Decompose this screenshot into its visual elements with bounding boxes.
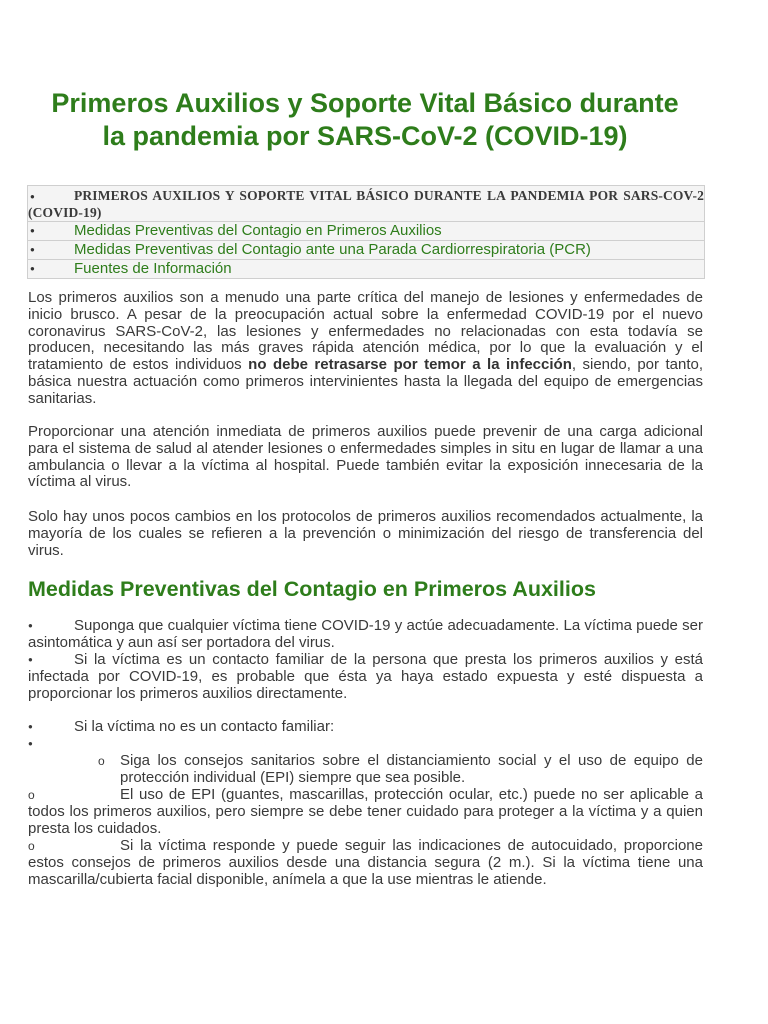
- bullet-icon: ●: [30, 245, 35, 254]
- table-of-contents: [27, 185, 705, 279]
- page-title: Primeros Auxilios y Soporte Vital Básico durante la pandemia por SARS-CoV-2 (COVID-19): [51, 88, 679, 151]
- circle-bullet-icon: o: [28, 839, 35, 853]
- empty-list-item: [28, 736, 703, 753]
- bullet-icon: ●: [30, 226, 35, 235]
- list-item-text: Si la víctima no es un contacto familiar:: [74, 718, 335, 735]
- bullet-icon: ●: [28, 722, 33, 731]
- bullet-icon: ●: [28, 621, 33, 630]
- list-item-text: Suponga que cualquier víctima tiene COVID-19 y actúe adecuadamente. La víctima puede ser asintomática y aun así ser portadora del virus.: [28, 617, 703, 651]
- bullet-icon: ●: [30, 264, 35, 273]
- toc-heading: PRIMEROS AUXILIOS Y SOPORTE VITAL BÁSICO DURANTE LA PANDEMIA POR SARS-COV-2 (COVID-19): [28, 188, 704, 220]
- sub-list-item-text: Si la víctima responde y puede seguir las indicaciones de autocuidado, proporcione estos consejos de primeros auxilios desde una distancia segura (2 m.). Si la víctima tiene una mascarilla/cubierta facial disponible, anímela a que la use mientras le atiende.: [28, 837, 703, 888]
- section-heading: Medidas Preventivas del Contagio en Primeros Auxilios: [28, 577, 596, 601]
- bullet-icon: ●: [28, 739, 33, 748]
- intro-paragraph-3: Solo hay unos pocos cambios en los protocolos de primeros auxilios recomendados actualmente, la mayoría de los cuales se refieren a la prevención o minimización del riesgo de transferencia del virus.: [28, 508, 703, 559]
- toc-link-fuentes[interactable]: Fuentes de Información: [74, 260, 232, 277]
- list-item: [28, 652, 703, 702]
- toc-link-medidas-pcr[interactable]: Medidas Preventivas del Contagio ante una Parada Cardiorrespiratoria (PCR): [74, 241, 591, 258]
- intro-text: , siendo, por tanto, básica nuestra actuación como primeros intervinientes hasta la llegada del equipo de emergencias sanitarias.: [28, 356, 704, 407]
- intro-bold-text: no debe retrasarse por temor a la infección: [248, 356, 572, 374]
- toc-item[interactable]: [28, 259, 704, 278]
- list-item: [28, 719, 703, 736]
- toc-item[interactable]: [28, 240, 704, 259]
- intro-paragraph-2: Proporcionar una atención inmediata de primeros auxilios puede prevenir de una carga adicional para el sistema de salud al atender lesiones o enfermedades simples in situ en lugar de llamar a una ambulancia o llevar a la víctima al hospital. Puede también evitar la exposición innecesaria de la víctima al virus.: [28, 423, 703, 491]
- toc-item[interactable]: [28, 221, 704, 240]
- sub-list-item: [28, 787, 703, 837]
- sub-list-item-text: El uso de EPI (guantes, mascarillas, protección ocular, etc.) puede no ser aplicable a todos los primeros auxilios, pero siempre se debe tener cuidado para proteger a la víctima y a quien presta los cuidados.: [28, 786, 703, 837]
- sub-list-item-text: Siga los consejos sanitarios sobre el distanciamiento social y el uso de equipo de protección individual (EPI) siempre que sea posible.: [120, 752, 703, 786]
- circle-bullet-icon: o: [28, 788, 35, 802]
- toc-heading-row: [28, 186, 704, 221]
- sub-list-item: [28, 838, 703, 888]
- circle-bullet-icon: o: [98, 754, 105, 768]
- toc-link-medidas-primeros-auxilios[interactable]: Medidas Preventivas del Contagio en Primeros Auxilios: [74, 222, 442, 239]
- list-item-text: Si la víctima es un contacto familiar de la persona que presta los primeros auxilios y está infectada por COVID-19, es probable que ésta ya haya estado expuesta y esté dispuesta a proporcionar los primeros auxilios directamente.: [28, 651, 703, 702]
- intro-paragraph-1: [28, 290, 703, 408]
- sub-list-item: [98, 753, 703, 787]
- list-item: [28, 618, 703, 652]
- bullet-icon: ●: [28, 655, 33, 664]
- bullet-icon: ●: [30, 192, 35, 201]
- intro-text: Los primeros auxilios son a menudo una parte crítica del manejo de lesiones y enfermedades de inicio brusco. A pesar de la preocupación actual sobre la enfermedad COVID-19 por el nuevo coronavirus SARS-CoV-2, las lesiones y enfermedades no relacionadas con esta todavía se producen, necesitando las más graves rápida atención médica, por lo que la evaluación y el tratamiento de estos individuos: [28, 289, 703, 374]
